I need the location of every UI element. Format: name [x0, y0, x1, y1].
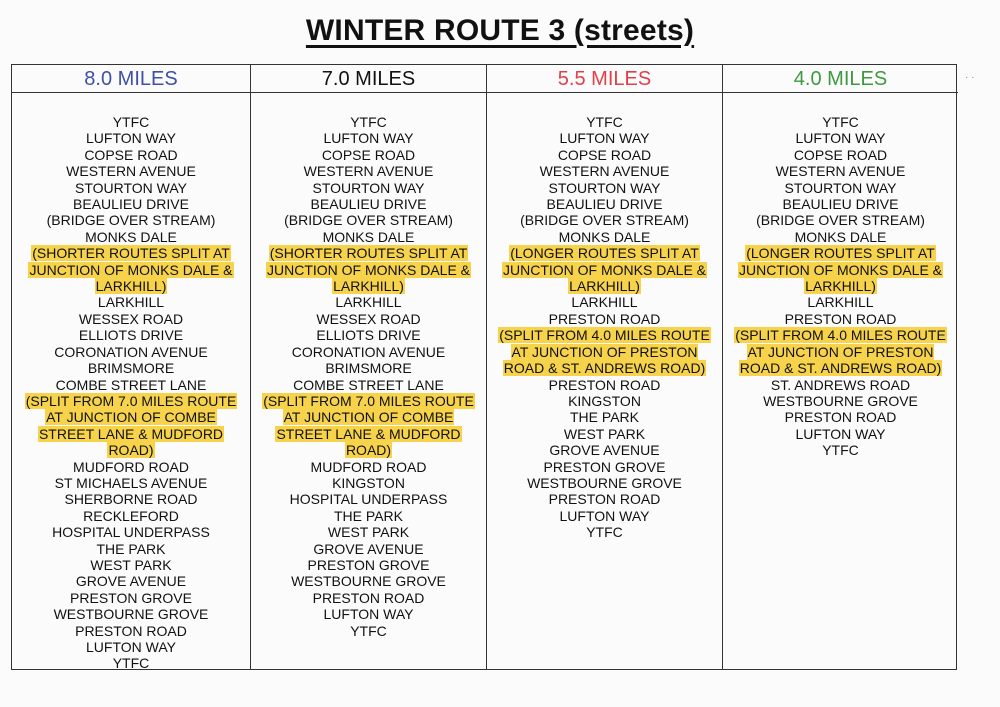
- street-item: ELLIOTS DRIVE: [316, 327, 421, 344]
- street-item: LUFTON WAY: [323, 130, 414, 147]
- street-item: YTFC: [586, 114, 623, 130]
- route-split-note: [251, 393, 486, 459]
- street-item: WESTERN AVENUE: [66, 163, 196, 180]
- street-item: LUFTON WAY: [86, 639, 176, 655]
- street-item: BRIMSMORE: [325, 360, 412, 377]
- street-item: PRESTON ROAD: [548, 310, 661, 327]
- street-item: WESTBOURNE GROVE: [763, 392, 918, 409]
- street-item: WEST PARK: [327, 524, 410, 541]
- street-item: BEAULIEU DRIVE: [782, 196, 899, 213]
- street-item: COMBE STREET LANE: [55, 376, 207, 393]
- street-item: WESTERN AVENUE: [539, 163, 670, 180]
- street-item: BEAULIEU DRIVE: [73, 196, 189, 213]
- highlighted-text: (SPLIT FROM 7.0 MILES ROUTE AT JUNCTION OF COMBE STREET LANE & MUDFORD ROAD): [263, 392, 474, 459]
- street-item: YTFC: [112, 114, 150, 130]
- street-item: COPSE ROAD: [321, 146, 416, 163]
- street-item: WEST PARK: [90, 556, 172, 573]
- street-item: CORONATION AVENUE: [54, 343, 208, 360]
- street-item: THE PARK: [570, 409, 639, 426]
- street-item: LUFTON WAY: [559, 130, 650, 147]
- highlighted-text: (SHORTER ROUTES SPLIT AT JUNCTION OF MONKS DALE & LARKHILL): [29, 245, 233, 295]
- street-item: HOSPITAL UNDERPASS: [52, 524, 210, 541]
- street-item: LARKHILL: [807, 294, 874, 311]
- highlighted-text: (SHORTER ROUTES SPLIT AT JUNCTION OF MONKS DALE & LARKHILL): [266, 245, 471, 295]
- street-item: WESSEX ROAD: [316, 310, 421, 327]
- street-list-5-5-miles: [487, 93, 722, 541]
- street-item: HOSPITAL UNDERPASS: [289, 491, 448, 508]
- street-item: WESSEX ROAD: [78, 310, 184, 327]
- street-item: WEST PARK: [563, 425, 646, 442]
- street-item: LUFTON WAY: [795, 130, 886, 147]
- column-heading-5-5-miles: 5.5 MILES: [487, 65, 722, 93]
- street-item: LUFTON WAY: [559, 507, 650, 524]
- street-item: GROVE AVENUE: [75, 573, 187, 590]
- street-list-7-miles: [251, 93, 486, 639]
- street-item: YTFC: [112, 655, 150, 672]
- street-item: COPSE ROAD: [84, 146, 178, 163]
- street-item: ELLIOTS DRIVE: [78, 327, 184, 344]
- street-item: THE PARK: [334, 507, 403, 524]
- street-item: YTFC: [822, 442, 859, 459]
- street-item: PRESTON ROAD: [548, 491, 661, 508]
- street-item: WESTBOURNE GROVE: [291, 573, 446, 590]
- street-item: STOURTON WAY: [312, 179, 425, 196]
- street-item: (BRIDGE OVER STREAM): [284, 212, 453, 229]
- column-heading-7-miles: 7.0 MILES: [251, 65, 486, 93]
- street-item: LUFTON WAY: [795, 425, 886, 442]
- street-item: PRESTON ROAD: [548, 376, 661, 393]
- street-item: GROVE AVENUE: [549, 442, 660, 459]
- column-heading-8-miles: 8.0 MILES: [12, 65, 250, 93]
- street-list-4-miles: [723, 93, 958, 459]
- street-item: THE PARK: [96, 540, 166, 557]
- route-split-note: [487, 245, 722, 294]
- street-item: KINGSTON: [332, 474, 405, 491]
- street-item: LARKHILL: [571, 294, 638, 311]
- street-item: STOURTON WAY: [74, 179, 187, 196]
- street-item: (BRIDGE OVER STREAM): [46, 212, 216, 229]
- street-item: ST MICHAELS AVENUE: [54, 474, 208, 491]
- route-split-note: [12, 393, 250, 459]
- street-item: WESTERN AVENUE: [303, 163, 434, 180]
- street-item: (BRIDGE OVER STREAM): [520, 212, 689, 229]
- street-item: PRESTON ROAD: [784, 310, 897, 327]
- street-item: MONKS DALE: [794, 228, 887, 245]
- route-column-8-miles: [12, 65, 250, 672]
- route-split-note: [12, 245, 250, 294]
- street-item: PRESTON GROVE: [543, 458, 666, 475]
- street-item: LUFTON WAY: [86, 130, 176, 147]
- route-split-note: [251, 245, 486, 294]
- street-item: YTFC: [350, 622, 387, 639]
- street-item: WESTBOURNE GROVE: [53, 606, 209, 623]
- column-heading-4-miles: 4.0 MILES: [723, 65, 958, 93]
- street-item: LUFTON WAY: [323, 606, 414, 623]
- route-split-note: [723, 245, 958, 294]
- street-item: WESTERN AVENUE: [775, 163, 906, 180]
- route-split-note: [487, 327, 722, 376]
- street-item: RECKLEFORD: [83, 507, 179, 524]
- street-item: YTFC: [822, 114, 859, 130]
- street-item: GROVE AVENUE: [313, 540, 424, 557]
- street-item: MUDFORD ROAD: [310, 458, 427, 475]
- street-item: YTFC: [586, 524, 623, 541]
- street-item: MONKS DALE: [85, 228, 177, 245]
- route-column-4-miles: [722, 65, 958, 669]
- route-table: [11, 64, 957, 670]
- route-split-note: [723, 327, 958, 376]
- street-item: PRESTON GROVE: [307, 556, 430, 573]
- street-item: BEAULIEU DRIVE: [546, 196, 663, 213]
- highlighted-text: (SPLIT FROM 4.0 MILES ROUTE AT JUNCTION OF PRESTON ROAD & ST. ANDREWS ROAD): [735, 327, 946, 377]
- street-item: STOURTON WAY: [784, 179, 897, 196]
- street-item: WESTBOURNE GROVE: [527, 474, 682, 491]
- street-item: KINGSTON: [568, 392, 641, 409]
- street-item: SHERBORNE ROAD: [64, 491, 198, 508]
- street-item: MUDFORD ROAD: [73, 458, 189, 475]
- highlighted-text: (SPLIT FROM 7.0 MILES ROUTE AT JUNCTION OF COMBE STREET LANE & MUDFORD ROAD): [25, 392, 237, 459]
- street-item: PRESTON ROAD: [312, 589, 425, 606]
- street-list-8-miles: [12, 93, 250, 672]
- scan-edge-mark: · ·: [965, 72, 975, 83]
- highlighted-text: (LONGER ROUTES SPLIT AT JUNCTION OF MONKS DALE & LARKHILL): [738, 245, 943, 295]
- street-item: (BRIDGE OVER STREAM): [756, 212, 925, 229]
- route-column-5-5-miles: [486, 65, 722, 669]
- highlighted-text: (SPLIT FROM 4.0 MILES ROUTE AT JUNCTION OF PRESTON ROAD & ST. ANDREWS ROAD): [499, 327, 710, 377]
- street-item: PRESTON GROVE: [70, 589, 192, 606]
- street-item: BEAULIEU DRIVE: [310, 196, 427, 213]
- highlighted-text: (LONGER ROUTES SPLIT AT JUNCTION OF MONKS DALE & LARKHILL): [502, 245, 707, 295]
- route-column-7-miles: [250, 65, 486, 669]
- street-item: COPSE ROAD: [793, 146, 888, 163]
- street-item: LARKHILL: [97, 294, 165, 311]
- street-item: CORONATION AVENUE: [291, 343, 446, 360]
- street-item: LARKHILL: [335, 294, 402, 311]
- street-item: PRESTON ROAD: [784, 409, 897, 426]
- page-title: WINTER ROUTE 3 (streets): [305, 14, 695, 47]
- street-item: MONKS DALE: [558, 228, 651, 245]
- street-item: COPSE ROAD: [557, 146, 652, 163]
- street-item: ST. ANDREWS ROAD: [770, 376, 911, 393]
- street-item: MONKS DALE: [322, 228, 415, 245]
- street-item: BRIMSMORE: [87, 360, 175, 377]
- street-item: STOURTON WAY: [548, 179, 661, 196]
- street-item: COMBE STREET LANE: [293, 376, 444, 393]
- street-item: YTFC: [350, 114, 387, 130]
- street-item: PRESTON ROAD: [75, 622, 187, 639]
